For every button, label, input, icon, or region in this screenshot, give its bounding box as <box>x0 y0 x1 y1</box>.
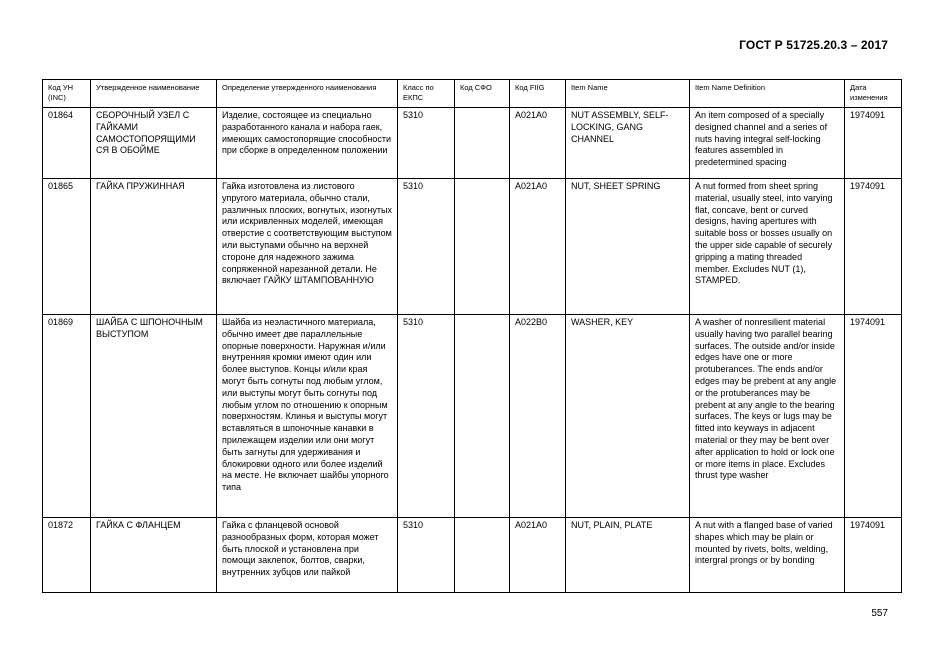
column-header-date: Дата изменения <box>845 80 902 108</box>
cell-item-name: NUT ASSEMBLY, SELF-LOCKING, GANG CHANNEL <box>566 108 690 179</box>
column-header-inc: Код УН (INC) <box>43 80 91 108</box>
cell-fiig: A021A0 <box>510 108 566 179</box>
cell-item-definition: A washer of nonresilient material usually having two parallel bearing surfaces. The outside and/or inside edges have one or more protuberances. The ends and/or edges may be prebent at any angle or the protuberances may be prebent at any angle to the bearing surfaces. The keys or lugs may be fitted into keyways in adjacent material or they may be bent over after application to hold or lock one or more items in place. Excludes thrust type washer <box>690 315 845 518</box>
cell-item-definition: A nut formed from sheet spring material, usually steel, into varying flat, concave, bent or curved designs, having apertures with suitable boss or bosses usually on the upper side capable of securely gripping a mating threaded member. Excludes NUT (1), STAMPED. <box>690 179 845 315</box>
cell-definition-ru: Гайка с фланцевой основой разнообразных форм, которая может быть плоской и установлена при помощи заклепок, болтов, сварки, внутренних зубцов или пайкой <box>217 518 398 593</box>
cell-definition-ru: Гайка изготовлена из листового упругого материала, обычно стали, различных плоских, вогнутых, изогнутых или искривленных моделей, имеющая отверстие с соответствующим выступом или выступами обычно на верхней стороне для надежного зажима сопряженной нарезанной детали. Не включает ГАЙКУ ШТАМПОВАННУЮ <box>217 179 398 315</box>
column-header-fiig: Код FIIG <box>510 80 566 108</box>
cell-inc: 01865 <box>43 179 91 315</box>
cell-item-definition: A nut with a flanged base of varied shapes which may be plain or mounted by rivets, bolts, welding, intergral prongs or by bonding <box>690 518 845 593</box>
cell-class: 5310 <box>398 315 455 518</box>
table-row <box>43 179 902 315</box>
table-row <box>43 108 902 179</box>
cell-item-name: NUT, PLAIN, PLATE <box>566 518 690 593</box>
cell-date: 1974091 <box>845 179 902 315</box>
cell-name-ru: СБОРОЧНЫЙ УЗЕЛ С ГАЙКАМИ САМОСТОПОРЯЩИМИ СЯ В ОБОЙМЕ <box>91 108 217 179</box>
table-header-row <box>43 80 902 108</box>
page-number: 557 <box>871 608 888 619</box>
cell-sfo <box>455 108 510 179</box>
cell-inc: 01864 <box>43 108 91 179</box>
cell-class: 5310 <box>398 108 455 179</box>
document-code: ГОСТ Р 51725.20.3 – 2017 <box>739 38 888 52</box>
cell-fiig: A022B0 <box>510 315 566 518</box>
cell-item-name: WASHER, KEY <box>566 315 690 518</box>
cell-definition-ru: Шайба из неэластичного материала, обычно имеет две параллельные опорные поверхности. Наружная и/или внутренняя кромки имеют один или более выступов. Концы и/или края могут быть согнуты под любым углом, или выступы могут быть согнуты под любым углом по отношению к опорным поверхностям. Клинья и выступы могут вставляться в шпоночные канавки в прилежащем изделии или они могут быть загнуты для удерживания и блокировки одного или более изделий на месте. Не включает шайбы упорного типа <box>217 315 398 518</box>
cell-fiig: A021A0 <box>510 518 566 593</box>
table-row <box>43 315 902 518</box>
cell-item-name: NUT, SHEET SPRING <box>566 179 690 315</box>
cell-name-ru: ГАЙКА С ФЛАНЦЕМ <box>91 518 217 593</box>
cell-sfo <box>455 518 510 593</box>
specification-table <box>42 79 902 593</box>
column-header-name-ru: Утвержденное наименование <box>91 80 217 108</box>
cell-date: 1974091 <box>845 315 902 518</box>
cell-inc: 01869 <box>43 315 91 518</box>
column-header-definition-ru: Определение утвержденного наименования <box>217 80 398 108</box>
column-header-class: Класс по ЕКПС <box>398 80 455 108</box>
cell-sfo <box>455 315 510 518</box>
cell-name-ru: ГАЙКА ПРУЖИННАЯ <box>91 179 217 315</box>
column-header-sfo: Код СФО <box>455 80 510 108</box>
cell-date: 1974091 <box>845 518 902 593</box>
cell-class: 5310 <box>398 518 455 593</box>
table-row <box>43 518 902 593</box>
column-header-item-definition: Item Name Definition <box>690 80 845 108</box>
cell-item-definition: An item composed of a specially designed channel and a series of nuts having integral self-locking features assembled in predetermined spacing <box>690 108 845 179</box>
cell-name-ru: ШАЙБА С ШПОНОЧНЫМ ВЫСТУПОМ <box>91 315 217 518</box>
cell-date: 1974091 <box>845 108 902 179</box>
cell-sfo <box>455 179 510 315</box>
cell-definition-ru: Изделие, состоящее из специально разработанного канала и набора гаек, имеющих самостопорящие способности при сборке в определенном положении <box>217 108 398 179</box>
cell-inc: 01872 <box>43 518 91 593</box>
column-header-item-name: Item Name <box>566 80 690 108</box>
cell-class: 5310 <box>398 179 455 315</box>
cell-fiig: A021A0 <box>510 179 566 315</box>
